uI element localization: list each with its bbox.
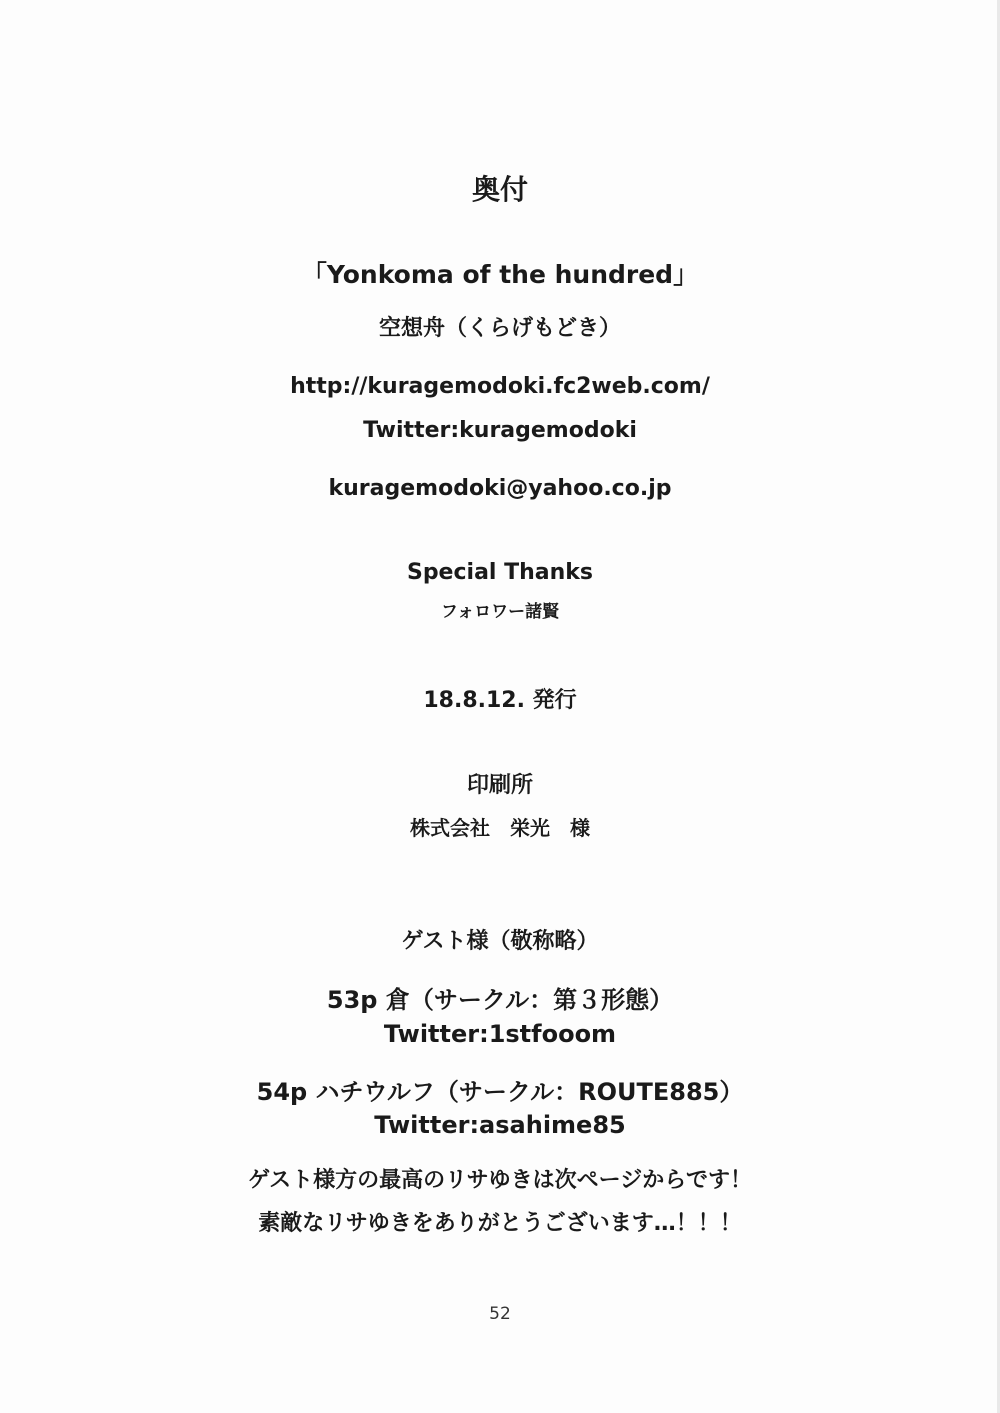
colophon-title: 奥付 [471, 173, 528, 206]
publication-date: 18.8.12. 発行 [423, 688, 577, 713]
work-title: 「Yonkoma of the hundred」 [301, 260, 699, 289]
website-url: http://kuragemodoki.fc2web.com/ [290, 374, 710, 399]
closing-message-line1: ゲスト様方の最高のリサゆきは次ページからです！ [247, 1168, 753, 1193]
guest-twitter: Twitter:asahime85 [374, 1111, 626, 1139]
guests-heading: ゲスト様（敬称略） [401, 929, 599, 954]
guest-entry: 54p ハチウルフ（サークル：ROUTE885） [256, 1078, 744, 1106]
guest-entry: 53p 倉（サークル：第３形態） [326, 986, 674, 1014]
email-address: kuragemodoki@yahoo.co.jp [328, 476, 672, 501]
circle-name: 空想舟（くらげもどき） [378, 316, 621, 341]
page-number: 52 [489, 1304, 511, 1324]
twitter-handle: Twitter:kuragemodoki [363, 418, 637, 443]
special-thanks-heading: Special Thanks [406, 560, 594, 585]
guest-twitter: Twitter:1stfooom [383, 1020, 617, 1048]
printer-heading: 印刷所 [466, 773, 533, 798]
printer-name: 株式会社 栄光 様 [410, 816, 590, 840]
special-thanks-names: フォロワー諸賢 [440, 602, 560, 622]
closing-message-line2: 素敵なリサゆきをありがとうございます…！！！ [258, 1211, 742, 1236]
